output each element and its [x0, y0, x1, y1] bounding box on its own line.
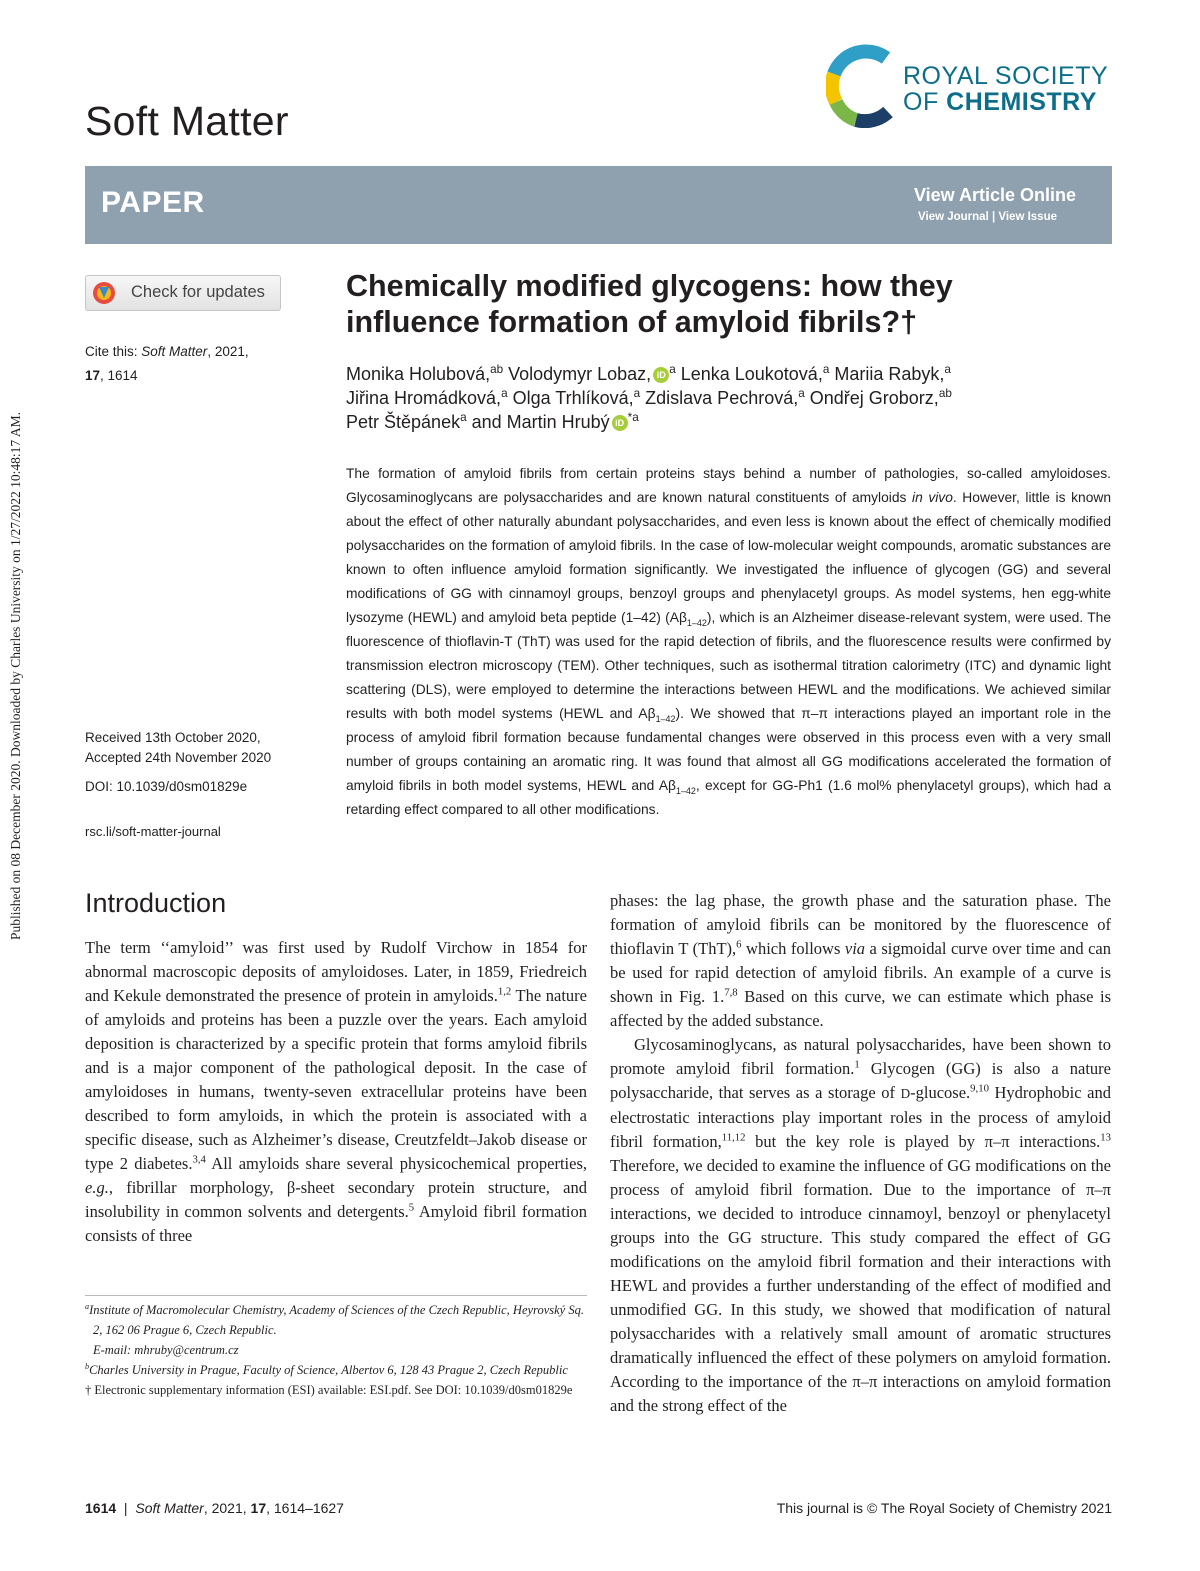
- download-stamp: Published on 08 December 2020. Downloaded by Charles University on 1/27/2022 10:48:17 AM.: [8, 412, 23, 940]
- footnotes: $^a$Institute of Macromolecular Chemistry, Academy of Sciences of the Czech Republic, Heyrovský Sq. 2, 162 06 Prague 6, Czech Republic. E-mail: mhruby@centrum.cz $^b$Charles University in Prague, Faculty of Science, Albertov 6, 128 43 Prague 2, Czech Republic † Electronic supplementary information (ESI) available: ESI.pdf. See DOI: 10.1039/d0sm01829e: [85, 1301, 584, 1397]
- rsc-logo-icon[interactable]: [826, 44, 898, 128]
- journal-link[interactable]: rsc.li/soft-matter-journal: [85, 824, 221, 839]
- received-accepted-dates: Received 13th October 2020, Accepted 24th November 2020: [85, 730, 272, 765]
- article-title: Chemically modified glycogens: how they influence formation of amyloid fibrils?†: [346, 269, 953, 339]
- article-type-label: PAPER: [101, 186, 205, 219]
- logo-arc-green: [836, 102, 856, 120]
- logo-arc-navy: [856, 112, 888, 121]
- view-journal-issue-links[interactable]: View Journal | View Issue: [918, 211, 1057, 223]
- orcid-icon[interactable]: iD: [612, 415, 628, 431]
- doi[interactable]: DOI: 10.1039/d0sm01829e: [85, 779, 248, 794]
- body-column-right: phases: the lag phase, the growth phase and the saturation phase. The formation of amyloid fibrils can be monitored by the fluorescence of thioflavin T (ThT),$^6$ which follows via a sigmoidal curve over time and can be used for rapid detection of amyloid fibrils. An example of a curve is shown in Fig. 1.$^{7,8}$ Based on this curve, we can estimate which phase is affected by the added substance. Glycosaminoglycans, as natural polysaccharides, have been shown to promote amyloid fibril formation.$^1$ Glycogen (GG) is also a nature polysaccharide, that serves as a storage of D-glucose.$^{9,10}$ Hydrophobic and electrostatic interactions play important roles in the process of amyloid fibril formation,$^{11,12}$ but the key role is played by π–π interactions.$^{13}$ Therefore, we decided to examine the influence of GG modifications on the process of amyloid fibril formation. Due to the importance of π–π interactions, we decided to introduce cinnamoyl, benzoyl or phenylacetyl groups into the GG structure. This study compared the effect of GG modifications on the amyloid fibril formation and their interactions with HEWL and provides a further understanding of the effect of modified and unmodified GG. In this study, we showed that modification of natural polysaccharides with a relatively small amount of aromatic structures dramatically influenced the effect of these polymers on amyloid formation. According to the importance of the π–π interactions on amyloid formation and the strong effect of the: [610, 891, 1111, 1415]
- logo-arc-yellow: [832, 74, 836, 102]
- logo-arc-blue: [834, 51, 886, 74]
- section-heading-introduction: Introduction: [85, 888, 227, 918]
- page-footer-copyright: This journal is © The Royal Society of Chemistry 2021: [776, 1500, 1112, 1516]
- journal-title[interactable]: Soft Matter: [85, 98, 289, 144]
- abstract: The formation of amyloid fibrils from certain proteins stays behind a number of pathologies, so-called amyloidoses. Glycosaminoglycans are polysaccharides and are known natural constituents of amyloids in vivo. However, little is known about the effect of other naturally abundant polysaccharides, and even less is known about the effect of chemically modified polysaccharides on the formation of amyloid fibrils. In the case of low-molecular weight compounds, aromatic substances are known to often influence amyloid formation significantly. We investigated the influence of glycogen (GG) and several modifications of GG with cinnamoyl groups, benzoyl groups and phenylacetyl groups. As model systems, hen egg-white lysozyme (HEWL) and amyloid beta peptide (1–42) $(A\beta_{1-42})$, which is an Alzheimer disease-relevant system, were used. The fluorescence of thioflavin-T (ThT) was used for the rapid detection of fibrils, and the fluorescence results were confirmed by transmission electron microscopy (TEM). Other techniques, such as isothermal titration calorimetry (ITC) and dynamic light scattering (DLS), were employed to determine the interactions between HEWL and the modifications. We achieved similar results with both model systems (HEWL and $A\beta_{1-42}$). We showed that π–π interactions played an important role in the process of amyloid fibril formation because fundamental changes were observed in this process even with a very small number of groups containing an aromatic ring. It was found that almost all GG modifications accelerated the formation of amyloid fibrils in both model systems, HEWL and $A\beta_{1-42}$, except for GG-Ph1 (1.6 mol% phenylacetyl groups), which had a retarding effect compared to all other modifications.: [346, 466, 1112, 817]
- page-footer-citation: 1614 | Soft Matter, 2021, 17, 1614–1627: [85, 1500, 344, 1516]
- citation-info: Cite this: Soft Matter, 2021, 17, 1614: [85, 344, 249, 383]
- footnote-divider: [85, 1295, 587, 1296]
- publisher-name-line2: OF CHEMISTRY: [903, 88, 1097, 116]
- body-column-left: The term ‘‘amyloid’’ was first used by Rudolf Virchow in 1854 for abnormal macroscopic deposits of amyloidoses. Later, in 1859, Friedreich and Kekule demonstrated the presence of protein in amyloids.$^{1,2}$ The nature of amyloids and proteins has been a puzzle over the years. Each amyloid deposition is characterized by a specific protein that forms amyloid fibrils and is a major component of the pathological deposit. In the case of amyloidoses in humans, twenty-seven extracellular proteins have been described to form amyloids, in which the protein is associated with a specific disease, such as Alzheimer’s disease, Creutzfeldt–Jakob disease or type 2 diabetes.$^{3,4}$ All amyloids share several physicochemical properties, e.g., fibrillar morphology, β-sheet secondary protein structure, and insolubility in common solvents and detergents.$^5$ Amyloid fibril formation consists of three: [85, 938, 587, 1245]
- author-list: Monika Holubová,$^{ab}$ Volodymyr Lobaz, iD $^a$ Lenka Loukotová,$^a$ Mariia Rabyk,$^a$ Jiřina Hromádková,$^a$ Olga Trhlíková,$^a$ Zdislava Pechrová,$^a$ Ondřej Groborz,$^{ab}$ Petr Štěpánek$^a$ and Martin Hrubý iD $^{*a}$: [346, 363, 952, 432]
- check-updates-icon: [92, 281, 116, 305]
- orcid-icon[interactable]: iD: [653, 367, 669, 383]
- view-article-online-link[interactable]: View Article Online: [913, 185, 1076, 205]
- check-for-updates-label[interactable]: Check for updates: [131, 283, 265, 301]
- publisher-name-line1: ROYAL SOCIETY: [903, 62, 1109, 90]
